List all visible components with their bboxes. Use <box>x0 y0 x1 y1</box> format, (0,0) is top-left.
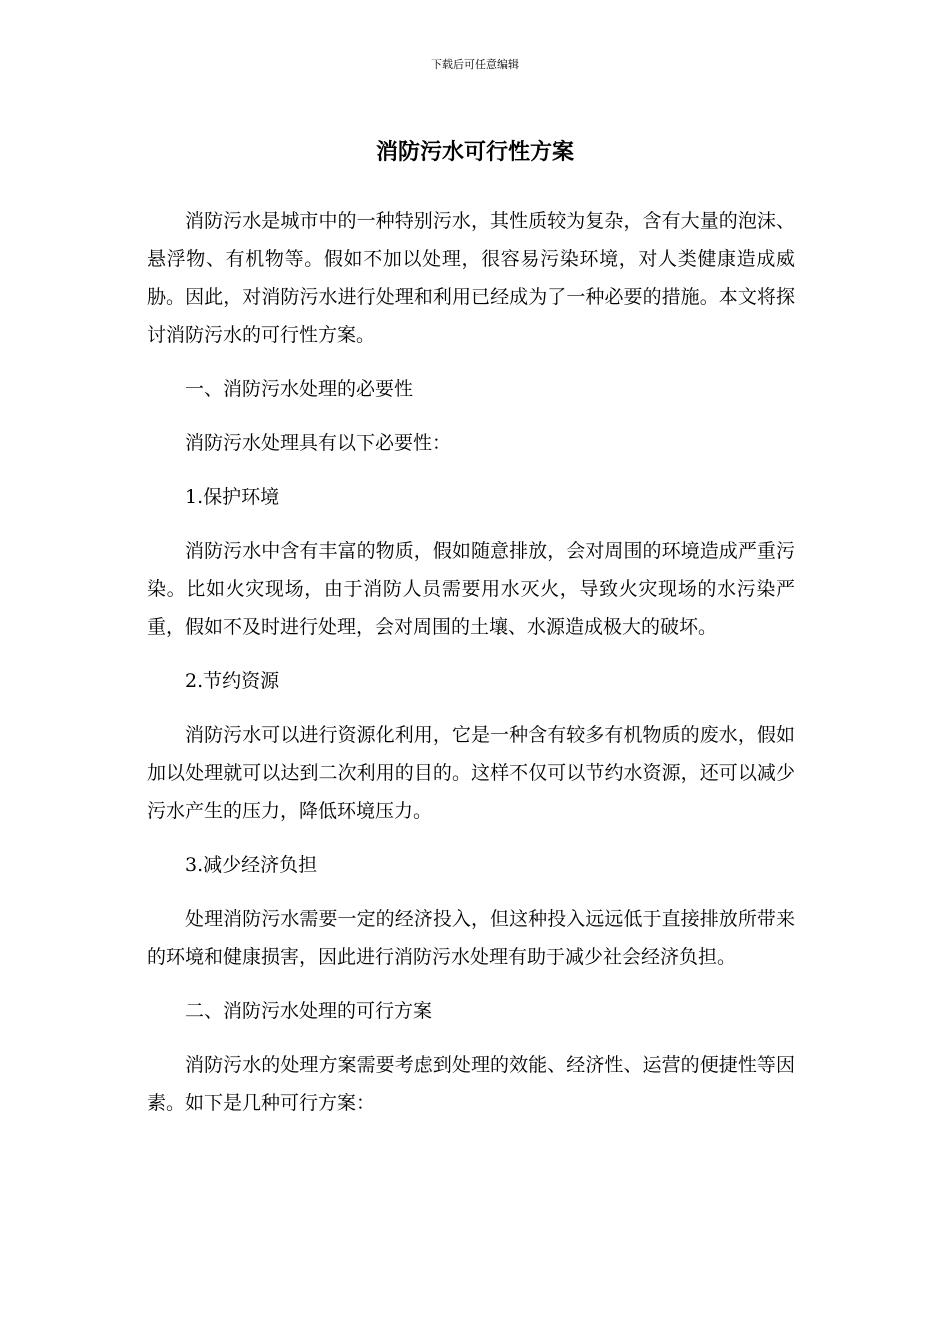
subheading-reduce-burden: 3.减少经济负担 <box>185 854 318 876</box>
reduce-burden-paragraph: 处理消防污水需要一定的经济投入，但这种投入远远低于直接排放所带来的环境和健康损害，因此进行消防污水处理有助于减少社会经济负担。 <box>147 908 795 968</box>
document-body <box>147 202 795 1138</box>
intro-paragraph: 消防污水是城市中的一种特别污水，其性质较为复杂，含有大量的泡沫、悬浮物、有机物等。假如不加以处理，很容易污染环境，对人类健康造成威胁。因此，对消防污水进行处理和利用已经成为了一种必要的措施。本文将探讨消防污水的可行性方案。 <box>147 210 795 346</box>
section-heading-feasible-plans: 二、消防污水处理的可行方案 <box>185 1000 433 1022</box>
necessity-lead-paragraph: 消防污水处理具有以下必要性： <box>185 432 452 454</box>
subheading-protect-environment: 1.保护环境 <box>185 486 280 508</box>
feasible-plans-lead-paragraph: 消防污水的处理方案需要考虑到处理的效能、经济性、运营的便捷性等因素。如下是几种可行方案： <box>147 1054 795 1114</box>
save-resources-paragraph: 消防污水可以进行资源化利用，它是一种含有较多有机物质的废水，假如加以处理就可以达到二次利用的目的。这样不仅可以节约水资源，还可以减少污水产生的压力，降低环境压力。 <box>147 724 795 822</box>
document-title: 消防污水可行性方案 <box>375 140 574 165</box>
header-note: 下载后可任意编辑 <box>431 58 519 71</box>
protect-environment-paragraph: 消防污水中含有丰富的物质，假如随意排放，会对周围的环境造成严重污染。比如火灾现场，由于消防人员需要用水灭火，导致火灾现场的水污染严重，假如不及时进行处理，会对周围的土壤、水源造成极大的破坏。 <box>147 540 795 638</box>
subheading-save-resources: 2.节约资源 <box>185 670 280 692</box>
section-heading-necessity: 一、消防污水处理的必要性 <box>185 378 414 400</box>
